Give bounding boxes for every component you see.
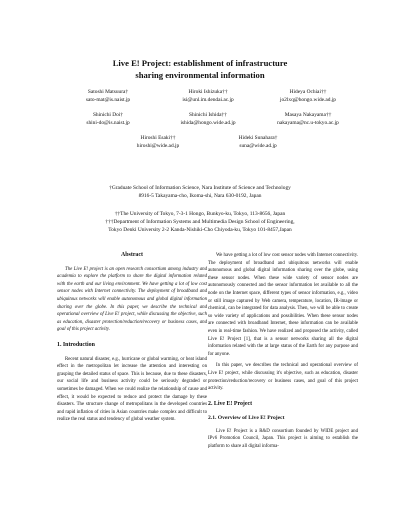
author-email: isi@unl.im.dendai.ac.jp [182, 97, 234, 103]
author-email: suna@wide.ad.jp [239, 143, 277, 149]
title-line-2: sharing environmental information [135, 70, 265, 80]
author [108, 134, 208, 150]
author [58, 88, 158, 104]
author-name: Hiroki Ishizuka†† [188, 89, 228, 95]
affiliation-line: Tokyo Denki University 2-2 Kanda-Nishiki-Cho Chiyoda-ku, Tokyo 101-8457,Japan [108, 227, 292, 233]
author-block [58, 88, 358, 157]
author-email: jo2lxq@hongo.wide.ad.jp [279, 97, 337, 103]
author-name: Hideki Sunahara† [238, 135, 278, 141]
affiliation-line: 8916-5 Takayama-cho, Ikoma-shi, Nara 630-0192, Japan [138, 193, 262, 199]
author [258, 111, 358, 127]
author-row-2 [58, 111, 358, 127]
author-name: Masaya Nakayama†† [284, 112, 332, 118]
intro-paragraph: Recent natural disaster, e.g., hurricane or global warming, or heat island effect in the metropolitan let increase the attention and interesting on grasping the detailed status of space. This is because, due to these disasters, our social life and business activity could be seriously degraded or sometimes be damaged. When we could realize the relationship of cause and effect, it would be expected to reduce and protect the damage by these disasters. The structure change of metropolitans in the developed countries and rapid inflation of cities in Asian countries make complex and difficult to realize the real status and tendency of global weather system. [57, 356, 207, 423]
affiliation-line: ††The University of Tokyo, 7-3-1 Hongo, Bunkyo-ku, Tokyo, 113-8656, Japan [114, 211, 286, 217]
section-1-heading: 1. Introduction [57, 341, 95, 348]
section-2-heading: 2. Live E! Project [208, 400, 253, 407]
author-email: nakayama@nc.u-tokyo.ac.jp [277, 120, 339, 126]
affiliation-1 [40, 184, 360, 200]
author [258, 88, 358, 104]
affiliation-line: †††Department of Information Systems and Multimedia Design School of Engineering, [105, 219, 295, 225]
author-email: shini-do@is.naist.jp [86, 120, 130, 126]
abstract-heading: Abstract [121, 252, 143, 258]
right-column [208, 252, 358, 451]
author-email: hiroshi@wide.ad.jp [136, 143, 180, 149]
author-name: Shinichi Doi† [92, 112, 124, 118]
paper-title [40, 57, 360, 81]
title-line-1: Live E! Project: establishment of infrastructure [112, 58, 288, 68]
author-email: sato-mat@is.naist.jp [85, 97, 131, 103]
left-column [57, 252, 207, 424]
abstract-text: The Live E! project is an open research consortium among industry and academia to explore the platform to share the digital information related with the earth and our living environment. We have getting a lot of low cost sensor nodes with Internet connectivity. The deployment of broadband and ubiquitous networks will enable autonomous and global digital information sharing over the globe. In this paper, we describe the technical and operational overview of Live E! project, while discussing the objective, such as education, disaster protection/reduction/recovery or business cases, and goal of this project activity. [57, 266, 207, 333]
author-row-3 [58, 134, 358, 150]
author-email: ishida@hongo.wide.ad.jp [180, 120, 236, 126]
author [208, 134, 308, 150]
body-paragraph: Live E! Project is a R&D consortium founded by WIDE project and IPv6 Promotion Council, Japan. This project is aiming to establish the platform to share all digital informa- [208, 428, 358, 450]
body-paragraph: In this paper, we describes the technical and operational overview of Live E! project, while discussing it's objective, such as education, disaster protection/reduction/recovery or business cases, and goal of this project activity. [208, 363, 358, 392]
author-row-1 [58, 88, 358, 104]
affiliation-2 [40, 210, 360, 234]
author [58, 111, 158, 127]
author-name: Satoshi Matsuura† [87, 89, 129, 95]
author-name: Hiroshi Esaki†† [140, 135, 176, 141]
body-paragraph: We have getting a lot of low cost sensor nodes with Internet connectivity. The deployment of broadband and ubiquitous networks will enable autonomous and global digital information sharing over the globe, using these sensor nodes. When these wide variety of sensor nodes are autonomously connected and the sensor information let available to all the node on the Internet space, different types of sensor information, e.g., video or still image captured by Web camera, temperature, location, IR-image or chemical, can be integrated for data analysis. Then, we will be able to create so wide variety of applications and possibilities. When these sensor nodes are connected with broadband Internet, these information can be available even in real-time fashion. We have realized and proposed the activity, called Live E! Project [1], that is a sensor networks sharing all the digital information related with the at large status of the Earth for any purpose and for anyone. [208, 253, 359, 357]
author [158, 111, 258, 127]
subsection-2-1-heading: 2.1. Overview of Live E! Project [208, 415, 285, 422]
author [158, 88, 258, 104]
affiliation-line: †Graduate School of Information Science, Nara Institute of Science and Technology [109, 185, 291, 191]
author-name: Hideya Ochiai†† [289, 89, 327, 95]
author-name: Shinichi Ishida†† [189, 112, 227, 118]
